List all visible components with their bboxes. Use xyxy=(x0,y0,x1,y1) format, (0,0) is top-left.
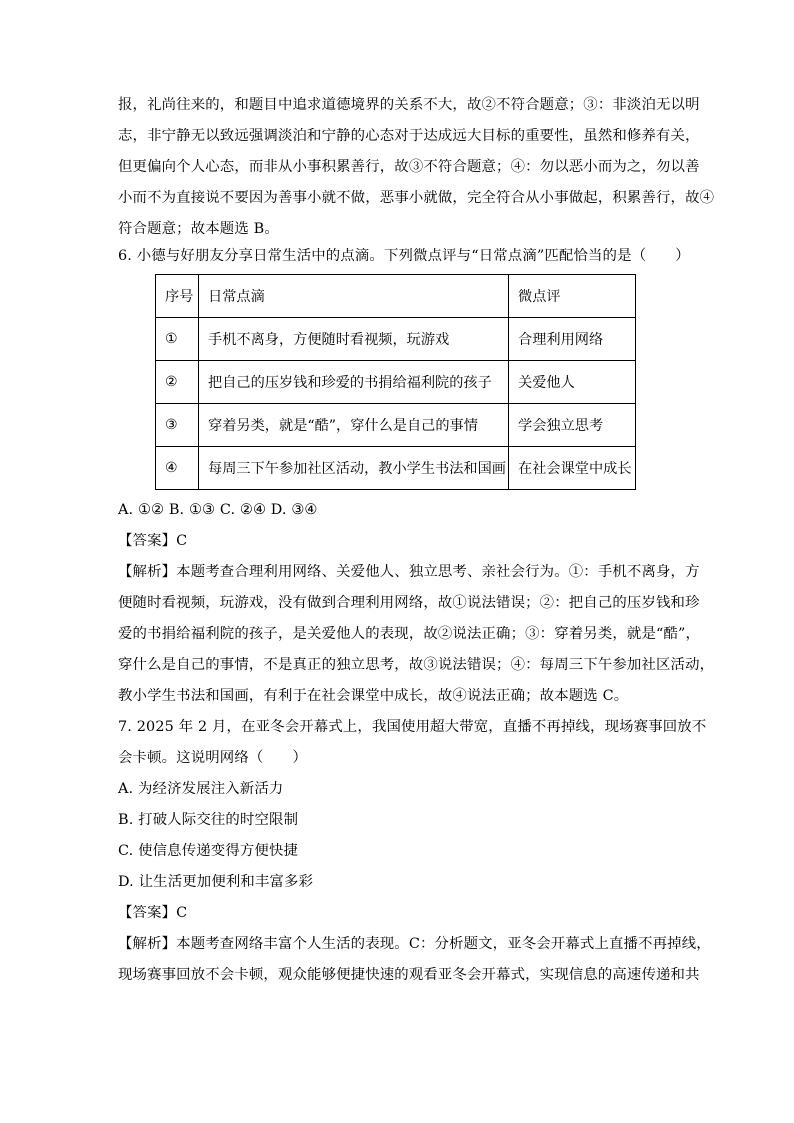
table-cell: 每周三下午参加社区活动，教小学生书法和国画 xyxy=(199,447,509,490)
table-header-row xyxy=(156,275,636,318)
text-line: 志，非宁静无以致远强调淡泊和宁静的心态对于达成远大目标的重要性，虽然和修养有关， xyxy=(118,128,700,144)
analysis-line: 教小学生书法和国画，有利于在社会课堂中成长，故④说法正确；故本题选 C。 xyxy=(118,688,629,704)
question-stem: 会卡顿。这说明网络（ ） xyxy=(118,750,308,766)
table-row xyxy=(156,361,636,404)
table-header-cell: 日常点滴 xyxy=(199,275,509,318)
question-7 xyxy=(118,718,711,984)
table-cell: 合理利用网络 xyxy=(509,318,636,361)
document-page xyxy=(118,96,715,997)
table-row xyxy=(156,404,636,447)
matching-table xyxy=(155,274,636,490)
analysis-line: 【解析】本题考查网络丰富个人生活的表现。C：分析题文，亚冬会开幕式上直播不再掉线， xyxy=(118,936,711,952)
analysis-line: 现场赛事回放不会卡顿，观众能够便捷快速的观看亚冬会开幕式，实现信息的高速传递和共 xyxy=(118,967,700,983)
table-cell: 穿着另类，就是“酷”，穿什么是自己的事情 xyxy=(199,404,509,447)
text-line: 符合题意；故本题选 B。 xyxy=(118,221,279,237)
table-header-cell: 微点评 xyxy=(509,275,636,318)
option-d: D. 让生活更加便利和丰富多彩 xyxy=(118,874,314,890)
previous-analysis xyxy=(118,96,715,238)
question-stem: 6. 小德与好朋友分享日常生活中的点滴。下列微点评与“日常点滴”匹配恰当的是（ ） xyxy=(118,248,690,264)
table-header-cell: 序号 xyxy=(156,275,199,318)
text-line: 小而不为直接说不要因为善事小就不做，恶事小就做，完全符合从小事做起，积累善行，故④ xyxy=(118,190,715,206)
analysis-line: 【解析】本题考查合理利用网络、关爱他人、独立思考、亲社会行为。①：手机不离身，方 xyxy=(118,564,700,580)
table-cell: 学会独立思考 xyxy=(509,404,636,447)
table-cell: ① xyxy=(156,318,199,361)
analysis-line: 爱的书捐给福利院的孩子，是关爱他人的表现，故②说法正确；③：穿着另类，就是“酷”， xyxy=(118,626,701,642)
table-cell: 把自己的压岁钱和珍爱的书捐给福利院的孩子 xyxy=(199,361,509,404)
table-cell: 手机不离身，方便随时看视频，玩游戏 xyxy=(199,318,509,361)
answer-key: 【答案】C xyxy=(118,533,188,549)
answer-options: A. ①② B. ①③ C. ②④ D. ③④ xyxy=(118,502,318,518)
table-cell: ③ xyxy=(156,404,199,447)
question-stem: 7. 2025 年 2 月，在亚冬会开幕式上，我国使用超大带宽，直播不再掉线，现场赛事回放不 xyxy=(118,719,707,735)
table-row xyxy=(156,318,636,361)
text-line: 报，礼尚往来的，和题目中追求道德境界的关系不大，故②不符合题意；③：非淡泊无以明 xyxy=(118,97,700,113)
analysis-line: 穿什么是自己的事情，不是真正的独立思考，故③说法错误；④：每周三下午参加社区活动， xyxy=(118,657,715,673)
analysis-line: 便随时看视频，玩游戏，没有做到合理利用网络，故①说法错误；②：把自己的压岁钱和珍 xyxy=(118,595,700,611)
option-a: A. 为经济发展注入新活力 xyxy=(118,781,284,797)
option-b: B. 打破人际交往的时空限制 xyxy=(118,812,299,828)
question-6 xyxy=(118,247,715,705)
table-cell: 在社会课堂中成长 xyxy=(509,447,636,490)
answer-key: 【答案】C xyxy=(118,905,188,921)
table-row xyxy=(156,447,636,490)
text-line: 但更偏向个人心态，而非从小事积累善行，故③不符合题意；④：勿以恶小而为之，勿以善 xyxy=(118,159,700,175)
table-cell: 关爱他人 xyxy=(509,361,636,404)
table-cell: ④ xyxy=(156,447,199,490)
table-cell: ② xyxy=(156,361,199,404)
option-c: C. 使信息传递变得方便快捷 xyxy=(118,843,299,859)
